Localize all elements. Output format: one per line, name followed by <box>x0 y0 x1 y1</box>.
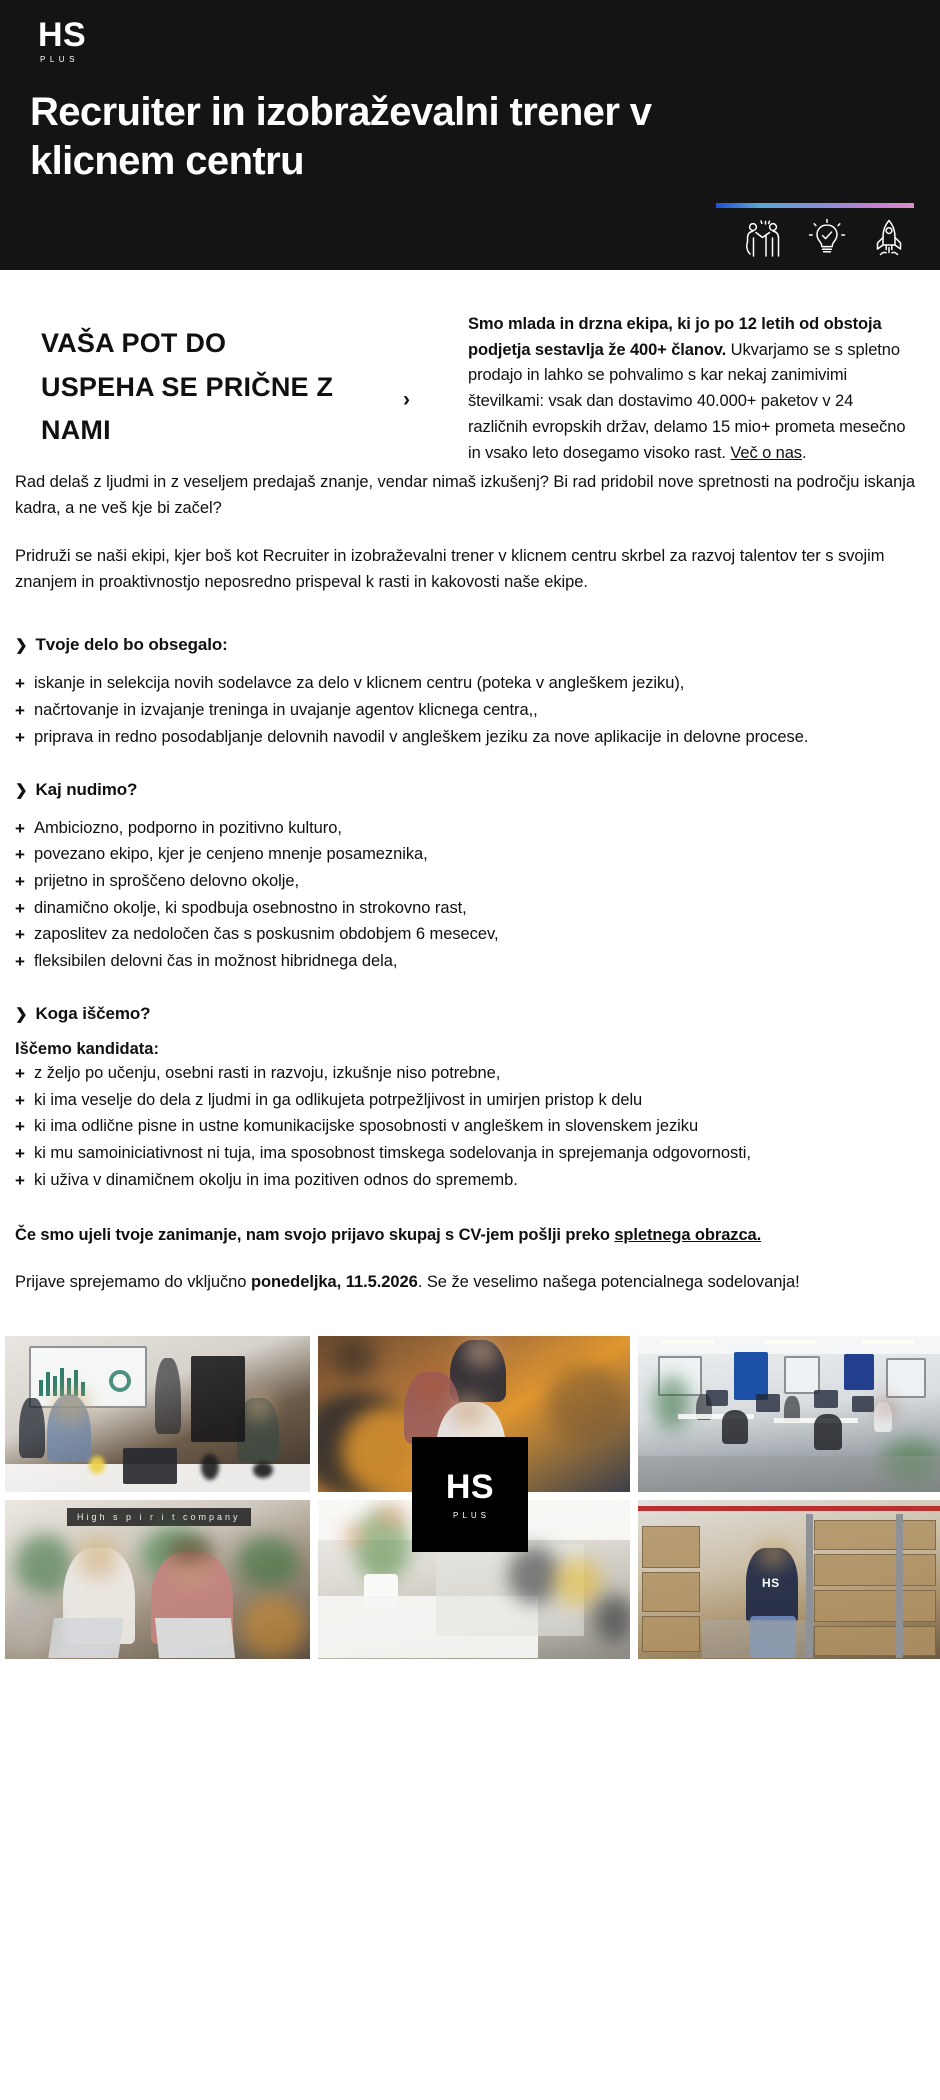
intro-headline: VAŠA POT DO USPEHA SE PRIČNE Z NAMI <box>41 328 334 446</box>
gallery-logo-tile <box>412 1437 528 1552</box>
header-decoration <box>698 203 918 258</box>
call-to-action <box>15 1223 927 1249</box>
page-header <box>0 0 940 270</box>
application-form-link[interactable]: spletnega obrazca. <box>614 1225 762 1244</box>
hoodie-logo: HS <box>762 1576 780 1591</box>
section-heading-offer <box>15 780 927 800</box>
deadline-text <box>15 1270 927 1296</box>
section-heading-responsibilities <box>15 635 927 655</box>
open-office-photo <box>638 1336 940 1492</box>
section-candidate <box>13 1004 927 1194</box>
candidate-list <box>15 1061 927 1194</box>
wall-label: High s p i r i t company <box>67 1508 251 1526</box>
brand-logo-mark: HS <box>38 16 87 54</box>
section-heading-candidate <box>15 1004 927 1024</box>
teamwork-icon <box>744 218 782 258</box>
page-title: Recruiter in izobraževalni trener v klicnem centru <box>30 90 652 183</box>
meeting-presentation-photo <box>5 1336 310 1492</box>
photo-gallery <box>0 1336 940 1651</box>
cta-prefix: Če smo ujeli tvoje zanimanje, nam svojo prijavo skupaj s CV-jem pošlji preko <box>15 1225 615 1244</box>
list-item: + povezano ekipo, kjer je cenjeno mnenje posameznika, <box>15 842 927 868</box>
chevron-right-icon: ❯ <box>15 781 28 799</box>
brand-logo-sub: PLUS <box>40 55 79 64</box>
gradient-bar <box>716 203 914 208</box>
section-closing <box>13 1223 927 1296</box>
deadline-suffix: . Se že veselimo našega potencialnega sodelovanja! <box>417 1273 800 1292</box>
list-item: + Ambiciozno, podporno in pozitivno kulturo, <box>15 816 927 842</box>
laptops-colleagues-photo <box>5 1500 310 1659</box>
spacer <box>13 752 927 780</box>
section-heading-text: Koga iščemo? <box>35 1003 151 1023</box>
section-heading-text: Tvoje delo bo obsegalo: <box>35 635 228 655</box>
intro-section <box>13 270 927 470</box>
body-paragraph-2: Pridruži se naši ekipi, kjer boš kot Recruiter in izobraževalni trener v klicnem centru skrbel za razvoj talentov ter s svojim znanjem in proaktivnostjo neposredno prispeval k rasti in kakovosti naše ekipe. <box>15 546 885 591</box>
deadline-date: ponedeljka, 11.5.2026 <box>250 1273 418 1292</box>
body-paragraph-1: Rad delaš z ljudmi in z veseljem predajaš znanje, vendar nimaš izkušenj? Bi rad pridobil nove spretnosti na področju iskanja kadra, a ne veš kje bi začel? <box>15 473 915 518</box>
intro-lead-tail: . <box>801 443 807 462</box>
list-item: + zaposlitev za nedoločen čas s poskusnim obdobjem 6 mesecev, <box>15 922 927 948</box>
spacer <box>13 1195 927 1223</box>
list-item: + prijetno in sproščeno delovno okolje, <box>15 869 927 895</box>
intro-paragraph <box>468 310 913 466</box>
spacer <box>13 976 927 1004</box>
chevron-right-icon: › <box>403 388 410 411</box>
intro-lead-bold: Smo mlada in drzna ekipa, ki jo po 12 letih od obstoja podjetja sestavlja že 400+ članov. <box>468 315 882 359</box>
warehouse-photo <box>638 1500 940 1659</box>
gallery-logo-mark: HS <box>445 1467 495 1506</box>
section-responsibilities <box>13 635 927 750</box>
list-item: + priprava in redno posodabljanje delovnih navodil v angleškem jeziku za nove aplikacije in delovne procese. <box>15 725 927 751</box>
brand-logo <box>38 18 118 64</box>
section-heading-text: Kaj nudimo? <box>35 779 138 799</box>
rocket-icon <box>872 218 906 258</box>
list-item: + ki ima veselje do dela z ljudmi in ga odlikujeta potrpežljivost in umirjen pristop k delu <box>15 1088 927 1114</box>
list-item: + ki uživa v dinamičnem okolju in ima pozitiven odnos do sprememb. <box>15 1168 927 1194</box>
lightbulb-check-icon <box>808 218 846 258</box>
list-item: + z željo po učenju, osebni rasti in razvoju, izkušnje niso potrebne, <box>15 1061 927 1087</box>
responsibilities-list <box>15 671 927 750</box>
deadline-prefix: Prijave sprejemamo do vključno <box>15 1273 251 1292</box>
list-item: + ki mu samoiniciativnost ni tuja, ima sposobnost timskega sodelovanja in sprejemanja odgovornosti, <box>15 1141 927 1167</box>
section-offer <box>13 780 927 975</box>
list-item: + fleksibilen delovni čas in možnost hibridnega dela, <box>15 949 927 975</box>
header-icon-row <box>698 218 918 258</box>
offer-list <box>15 816 927 975</box>
gallery-logo-sub: PLUS <box>453 1510 490 1520</box>
spacer <box>13 617 927 635</box>
chevron-right-icon: ❯ <box>15 1005 28 1023</box>
about-us-link[interactable]: Več o nas <box>730 443 802 462</box>
list-item: + ki ima odlične pisne in ustne komunikacijske sposobnosti v angleškem in slovenskem jeziku <box>15 1114 927 1140</box>
candidate-subheading: Iščemo kandidata: <box>15 1039 159 1058</box>
job-posting-body <box>0 270 940 1296</box>
chevron-right-icon: ❯ <box>15 637 28 655</box>
list-item: + iskanje in selekcija novih sodelavce za delo v klicnem centru (poteka v angleškem jeziku), <box>15 671 927 697</box>
list-item: + načrtovanje in izvajanje treninga in uvajanje agentov klicnega centra,, <box>15 698 927 724</box>
intro-lead-rest: Ukvarjamo se s spletno prodajo in lahko se pohvalimo s kar nekaj zanimivimi številkami: vsak dan dostavimo 40.000+ paketov v 24 različnih evropskih držav, delamo 15 mio+ prometa mesečno in vsako leto dosegamo visoko rast. <box>468 340 906 462</box>
intro-headline-block <box>13 310 468 466</box>
list-item: + dinamično okolje, ki spodbuja osebnostno in strokovno rast, <box>15 896 927 922</box>
